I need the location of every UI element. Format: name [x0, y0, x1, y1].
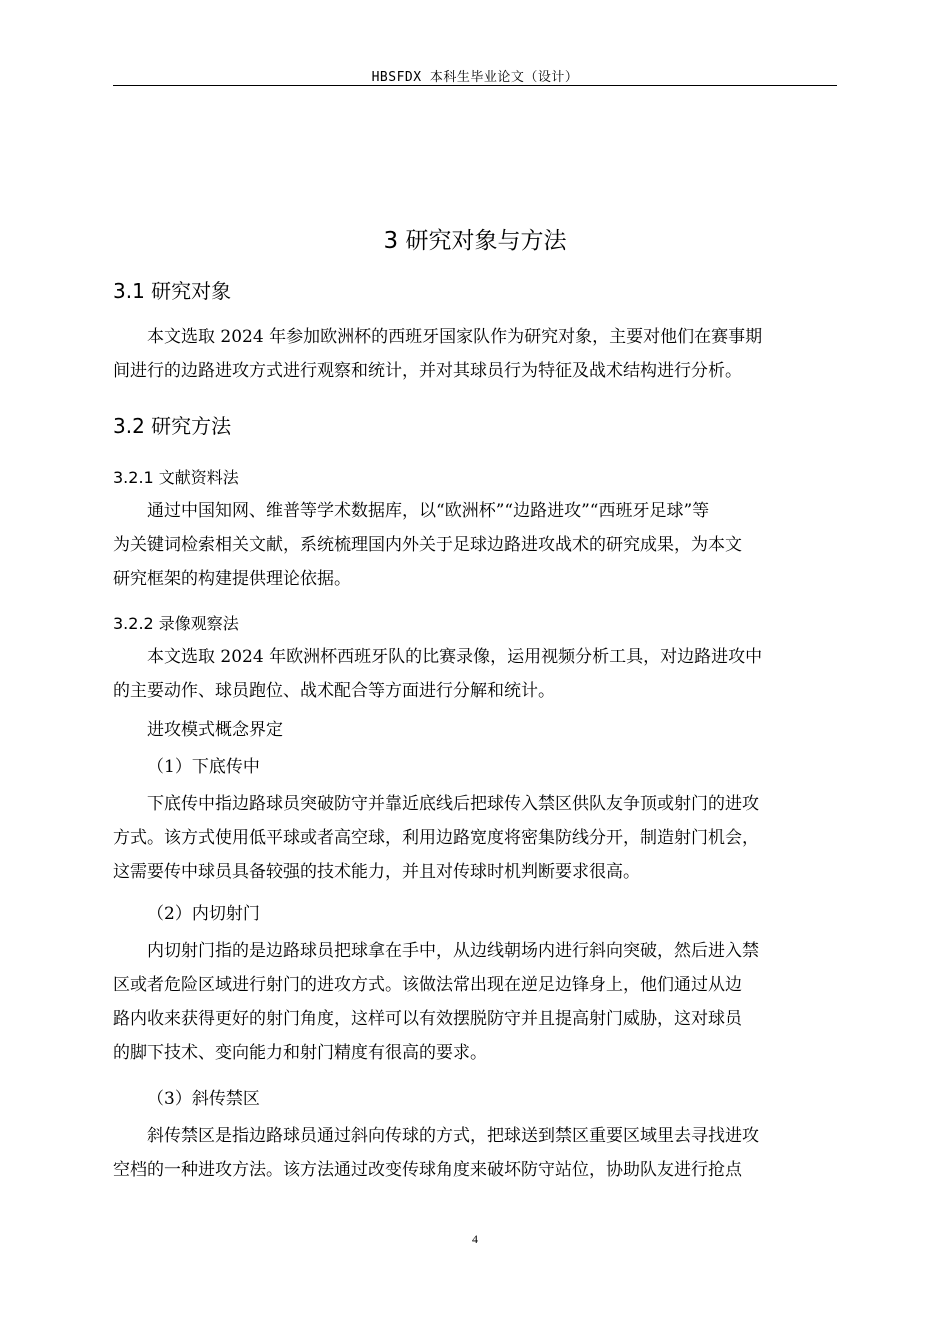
text-line: 空档的一种进攻方法。该方法通过改变传球角度来破坏防守站位，协助队友进行抢点: [113, 1160, 742, 1180]
section-heading-3-1: 3.1 研究对象: [113, 279, 232, 303]
section-heading-3-2: 3.2 研究方法: [113, 414, 232, 438]
text-line: 研究框架的构建提供理论依据。: [113, 569, 351, 589]
text-line: 本文选取 2024 年欧洲杯西班牙队的比赛录像，运用视频分析工具，对边路进攻中: [147, 647, 763, 667]
text-line: 的脚下技术、变向能力和射门精度有很高的要求。: [113, 1043, 487, 1063]
item-3-paragraph: [113, 1119, 837, 1187]
item-2-paragraph: [113, 934, 837, 1070]
text-line: 路内收来获得更好的射门角度，这样可以有效摆脱防守并且提高射门威胁，这对球员: [113, 1009, 742, 1029]
subsection-3-2-1-paragraph: [113, 494, 837, 596]
text-line: 区或者危险区域进行射门的进攻方式。该做法常出现在逆足边锋身上，他们通过从边: [113, 975, 742, 995]
text-line: 下底传中指边路球员突破防守并靠近底线后把球传入禁区供队友争顶或射门的进攻: [147, 794, 759, 814]
text-line: 为关键词检索相关文献，系统梳理国内外关于足球边路进攻战术的研究成果，为本文: [113, 535, 742, 555]
subsection-3-2-2-paragraph: [113, 640, 837, 708]
page-number: 4: [472, 1232, 478, 1246]
section-3-1-paragraph: [113, 320, 837, 388]
concept-definition-label: 进攻模式概念界定: [147, 720, 283, 740]
text-line: 斜传禁区是指边路球员通过斜向传球的方式，把球送到禁区重要区域里去寻找进攻: [147, 1126, 759, 1146]
item-1-paragraph: [113, 787, 837, 889]
header-rule: [113, 85, 837, 86]
running-header: HBSFDX 本科生毕业论文（设计）: [371, 70, 579, 85]
text-line: 本文选取 2024 年参加欧洲杯的西班牙国家队作为研究对象，主要对他们在赛事期: [147, 327, 763, 347]
text-line: 方式。该方式使用低平球或者高空球，利用边路宽度将密集防线分开，制造射门机会，: [113, 828, 759, 848]
text-line: 通过中国知网、维普等学术数据库，以“欧洲杯”“边路进攻”“西班牙足球”等: [147, 501, 710, 521]
text-line: 内切射门指的是边路球员把球拿在手中，从边线朝场内进行斜向突破，然后进入禁: [147, 941, 759, 961]
item-label-1: （1）下底传中: [147, 757, 260, 777]
item-label-3: （3）斜传禁区: [147, 1089, 260, 1109]
subsection-heading-3-2-2: 3.2.2 录像观察法: [113, 614, 239, 633]
text-line: 的主要动作、球员跑位、战术配合等方面进行分解和统计。: [113, 681, 555, 701]
text-line: 这需要传中球员具备较强的技术能力，并且对传球时机判断要求很高。: [113, 862, 640, 882]
chapter-title: 3 研究对象与方法: [383, 228, 567, 254]
subsection-heading-3-2-1: 3.2.1 文献资料法: [113, 468, 239, 487]
item-label-2: （2）内切射门: [147, 904, 260, 924]
text-line: 间进行的边路进攻方式进行观察和统计，并对其球员行为特征及战术结构进行分析。: [113, 361, 742, 381]
